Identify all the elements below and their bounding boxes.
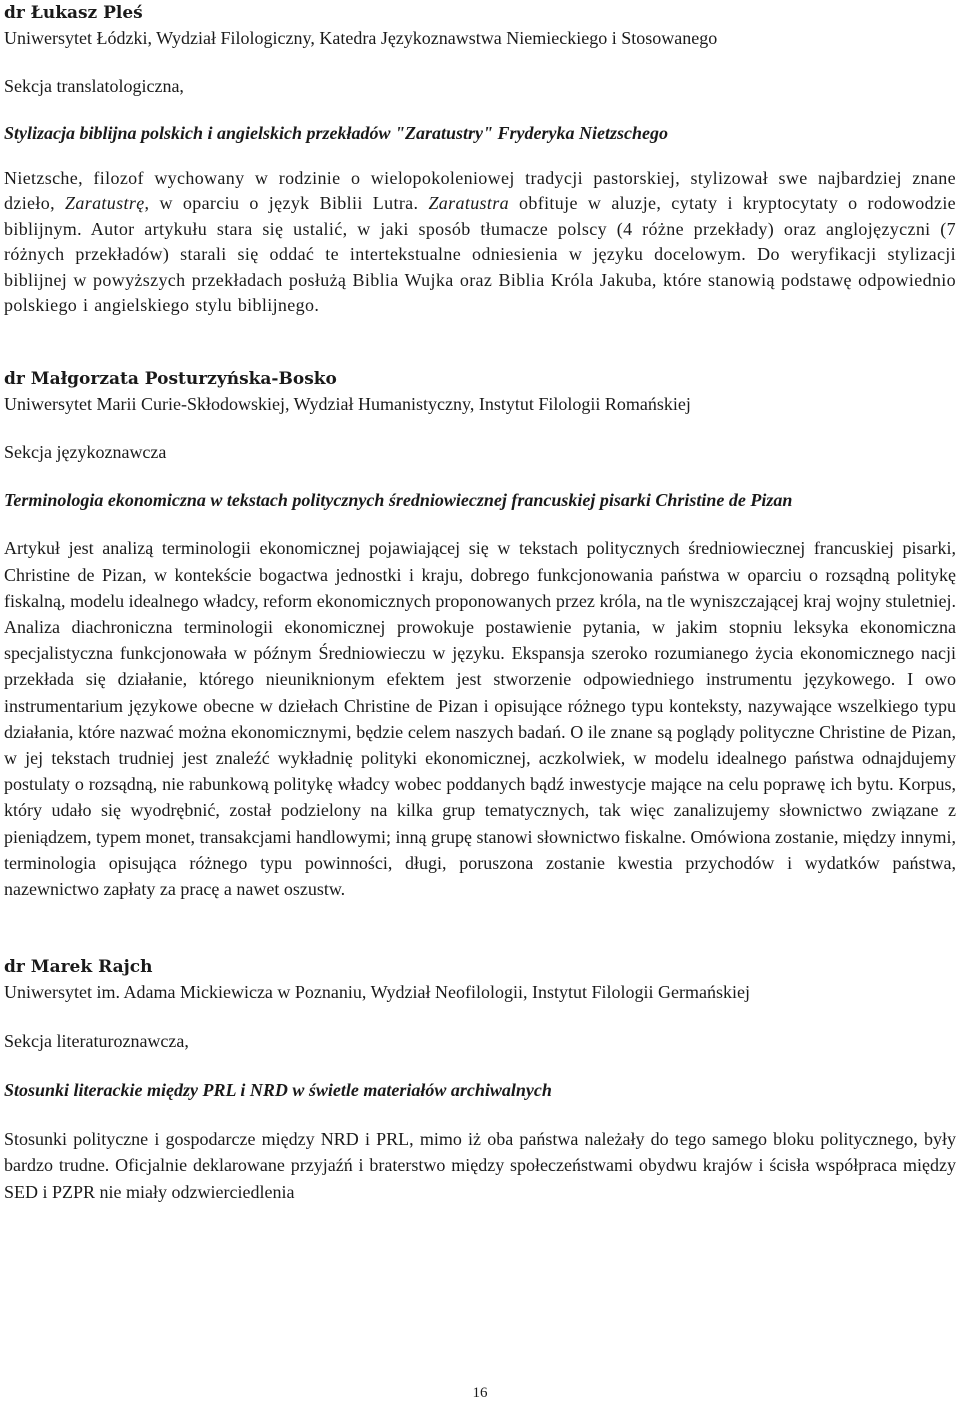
abstract-entry-1: [4, 0, 956, 318]
paper-title: Stylizacja biblijna polskich i angielskich przekładów "Zaratustry" Fryderyka Nietzschego: [4, 123, 669, 143]
author-affiliation: Uniwersytet Łódzki, Wydział Filologiczny, Katedra Językoznawstwa Niemieckiego i Stosowanego: [4, 28, 718, 48]
author-affiliation: Uniwersytet im. Adama Mickiewicza w Poznaniu, Wydział Neofilologii, Instytut Filologii Germańskiej: [4, 982, 750, 1003]
paper-title: Terminologia ekonomiczna w tekstach politycznych średniowiecznej francuskiej pisarki Christine de Pizan: [4, 490, 793, 511]
abstract-text-segment: obfituje w aluzje, cytaty i kryptocytaty o rodowodzie biblijnym. Autor artykułu stara się ustalić, w jaki sposób tłumacze polscy (4 różne przekłady) oraz anglojęzyczni (7 różnych przekładów) starali się oddać te intertekstualne odniesienia w języku docelowym. Do weryfikacji stylizacji biblijnej w powyższych przekładach posłużą Biblia Wujka oraz Biblia Króla Jakuba, które stanowią podstawę odpowiednio polskiego i angielskiego stylu biblijnego.: [4, 193, 957, 316]
author-affiliation: Uniwersytet Marii Curie-Skłodowskiej, Wydział Humanistyczny, Instytut Filologii Romańskiej: [4, 394, 691, 415]
author-name: dr Małgorzata Posturzyńska-Bosko: [4, 369, 337, 390]
paper-title: Stosunki literackie między PRL i NRD w świetle materiałów archiwalnych: [4, 1080, 552, 1101]
abstract-text-segment: Nietzsche, filozof wychowany w rodzinie o wielopokoleniowej tradycji pastorskiej, stylizował swe najbardziej znane dzieło,: [4, 168, 956, 214]
author-name: dr Łukasz Pleś: [4, 3, 143, 23]
abstract-italic-title: Zaratustrę: [65, 193, 145, 214]
conference-section: Sekcja translatologiczna,: [4, 76, 184, 96]
abstract-text: Artykuł jest analizą terminologii ekonomicznej pojawiającej się w tekstach politycznych średniowiecznej francuskiej pisarki, Christine de Pizan, w kontekście bogactwa jednostki i kraju, dobrego funkcjonowania państwa w oparciu o rozsądną politykę fiskalną, modelu idealnego władcy, reform ekonomicznych proponowanych przez króla, na tle wyniszczającej kraj wojny stuletniej. Analiza diachroniczna terminologii ekonomicznej prowokuje postawienie pytania, w jakim stopniu leksyka ekonomiczna specjalistyczna funkcjonowała w późnym Średniowieczu w języku. Ekspansja szeroko rozumianego życia ekonomicznego nacji przekłada się działanie, którego nieuniknionym efektem jest stworzenie odpowiedniego instrumentu językowego. I owo instrumentarium językowe obecne w dziełach Christine de Pizan i opisujące różnego typu konteksty, nazywające wszelkiego typu działania, które nazwać można ekonomicznymi, będzie celem naszych badań. O ile znane są poglądy polityczne Christine de Pizan, w jej tekstach trudniej jest znaleźć wykładnię polityki ekonomicznej, aczkolwiek, w modelu idealnego państwa odnajdujemy postulaty o rozsądną, nie rabunkową politykę władcy wobec poddanych bądź inwestycje mające na celu poprawę ich bytu. Korpus, który udało się wyodrębnić, został podzielony na kilka grup tematycznych, tak więc zanalizujemy słownictwo związane z pieniądzem, typem monet, transakcjami handlowymi; inną grupę stanowi słownictwo fiskalne. Omówiona zostanie, między innymi, terminologia opisująca różnego typu powinności, długi, poruszona zostanie kwestia przychodów i wydatków państwa, nazewnictwo zapłaty za pracę a nawet oszustw.: [4, 538, 956, 900]
author-name: dr Marek Rajch: [4, 957, 153, 978]
conference-section: Sekcja literaturoznawcza,: [4, 1031, 189, 1052]
abstract-italic-title: Zaratustra: [428, 193, 509, 214]
abstract-entry-2: [4, 366, 956, 902]
document-page: [4, 0, 956, 1205]
conference-section: Sekcja językoznawcza: [4, 442, 167, 463]
abstract-text: [4, 166, 956, 318]
abstract-text-segment: , w oparciu o język Biblii Lutra.: [144, 193, 429, 214]
page-number: 16: [472, 1385, 488, 1401]
abstract-entry-3: [4, 954, 956, 1205]
abstract-text: Stosunki polityczne i gospodarcze między NRD i PRL, mimo iż oba państwa należały do tego samego bloku politycznego, były bardzo trudne. Oficjalnie deklarowane przyjaźń i braterstwo między społeczeństwami obydwu krajów i ścisła współpraca między SED i PZPR nie miały odzwierciedlenia: [4, 1129, 956, 1202]
